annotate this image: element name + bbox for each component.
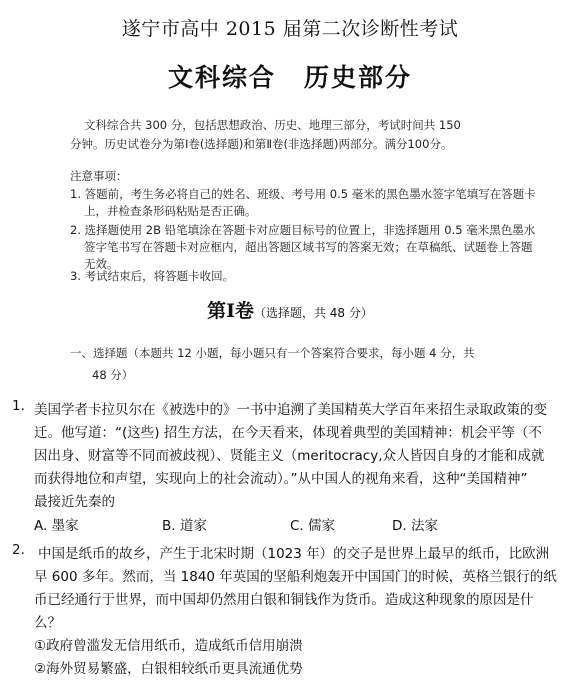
note-1-line-1: 1. 答题前，考生务必将自己的姓名、班级、考号用 0.5 毫米的黑色墨水签字笔填写在答题卡: [70, 187, 536, 201]
exam-title: 遂宁市高中 2015 届第二次诊断性考试: [121, 18, 459, 40]
instructions-line-1: 一、选择题（本题共 12 小题，每小题只有一个答案符合要求，每小题 4 分，共: [70, 346, 475, 360]
notes-heading: 注意事项：: [70, 169, 128, 183]
question-2-line-2: 早 600 多年。然而，当 1840 年英国的坚船利炮轰开中国国门的时候，英格兰银行的纸: [34, 569, 557, 585]
question-2-number: 2.: [12, 542, 25, 558]
note-2-line-1: 2. 选择题使用 2B 铅笔填涂在答题卡对应题目标号的位置上，非选择题用 0.5 毫米黑色墨水: [70, 223, 536, 237]
intro-line-1: 文科综合共 300 分，包括思想政治、历史、地理三部分，考试时间共 150: [84, 118, 461, 132]
question-1-option-a: A. 墨家: [34, 518, 79, 534]
question-1-line-2: 迁。他写道：“(这些) 招生方法，在今天看来，体现着典型的美国精神：机会平等（不: [34, 425, 542, 441]
section-name: 第Ⅰ卷: [207, 300, 254, 322]
question-1-option-c: C. 儒家: [290, 518, 336, 534]
question-1-line-1: 美国学者卡拉贝尔在《被选中的》一书中追溯了美国精英大学百年来招生录取政策的变: [34, 402, 547, 418]
note-3: 3. 考试结束后，将答题卡收回。: [70, 269, 235, 283]
question-2-line-1: 中国是纸币的故乡，产生于北宋时期（1023 年）的交子是世界上最早的纸币，比欧洲: [38, 546, 550, 562]
intro-line-2: 分钟。历史试卷分为第Ⅰ卷(选择题)和第Ⅱ卷(非选择题)两部分。满分100分。: [70, 137, 453, 151]
subject-part: 历史部分: [304, 63, 413, 92]
question-2-line-4: 么？: [34, 615, 61, 631]
question-2-item-1: ①政府曾滥发无信用纸币，造成纸币信用崩溃: [34, 638, 303, 654]
note-1-line-2: 上，并检查条形码粘贴是否正确。: [84, 204, 257, 218]
question-1-line-4: 而获得地位和声望，实现向上的社会流动）。”从中国人的视角来看，这种“美国精神”: [34, 471, 528, 487]
question-2-item-2: ②海外贸易繁盛，白银相较纸币更具流通优势: [34, 661, 303, 677]
note-2-line-3: 无效。: [84, 257, 119, 271]
subject-title: [0, 58, 580, 94]
question-2-line-3: 币已经通行于世界，而中国却仍然用白银和铜钱作为货币。造成这种现象的原因是什: [34, 592, 534, 608]
note-2-line-2: 签字笔书写在答题卡对应框内，超出答题区域书写的答案无效；在草稿纸、试题卷上答题: [84, 240, 533, 254]
section-subtitle: （选择题，共 48 分）: [253, 306, 373, 320]
question-1-option-d: D. 法家: [392, 518, 438, 534]
question-1-line-3: 因出身、财富等不同而被歧视）、贤能主义（meritocracy,众人皆因自身的才能和成就: [34, 448, 545, 464]
question-1-option-b: B. 道家: [162, 518, 207, 534]
question-1-line-5: 最接近先秦的: [34, 494, 115, 510]
question-1-number: 1.: [12, 398, 25, 414]
section-title: [0, 296, 580, 323]
subject-name: 文科综合: [167, 63, 276, 92]
instructions-line-2: 48 分）: [92, 368, 134, 382]
